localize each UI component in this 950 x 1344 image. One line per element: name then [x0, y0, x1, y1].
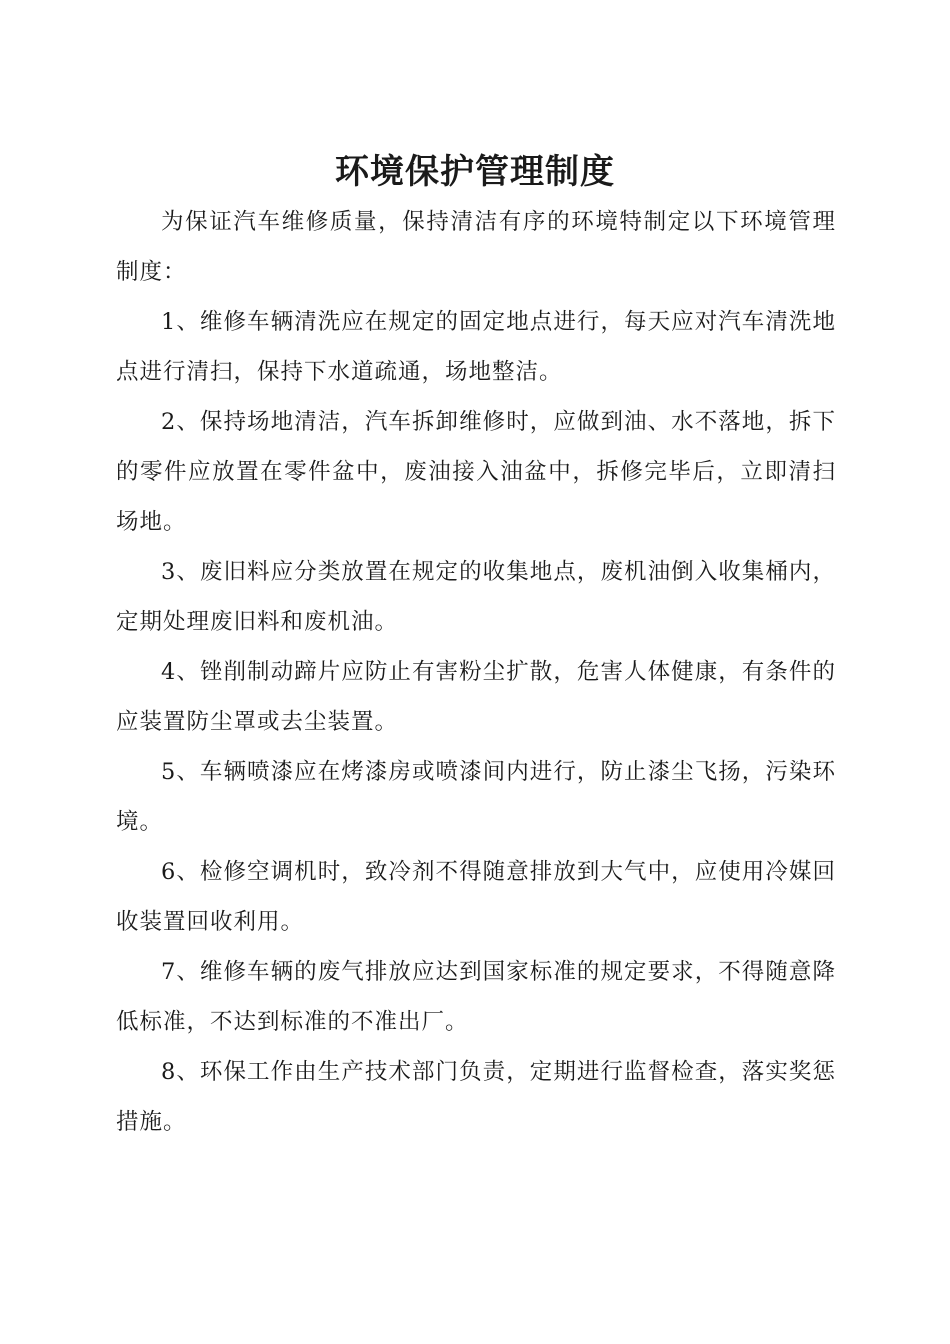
document-title: 环境保护管理制度 — [335, 152, 615, 192]
rule-paragraph-3: 3、废旧料应分类放置在规定的收集地点，废机油倒入收集桶内，定期处理废旧料和废机油。 — [116, 559, 836, 635]
rule-paragraph-8: 8、环保工作由生产技术部门负责，定期进行监督检查，落实奖惩措施。 — [116, 1059, 836, 1135]
rule-paragraph-2: 2、保持场地清洁，汽车拆卸维修时，应做到油、水不落地，拆下的零件应放置在零件盆中，废油接入油盆中，拆修完毕后，立即清扫场地。 — [116, 409, 836, 535]
rule-paragraph-5: 5、车辆喷漆应在烤漆房或喷漆间内进行，防止漆尘飞扬，污染环境。 — [116, 759, 836, 835]
document-body — [116, 197, 836, 1147]
rule-paragraph-7: 7、维修车辆的废气排放应达到国家标准的规定要求，不得随意降低标准，不达到标准的不准出厂。 — [116, 959, 836, 1035]
rule-paragraph-4: 4、锉削制动蹄片应防止有害粉尘扩散，危害人体健康，有条件的应装置防尘罩或去尘装置。 — [116, 659, 836, 735]
rule-paragraph-6: 6、检修空调机时，致冷剂不得随意排放到大气中，应使用冷媒回收装置回收利用。 — [116, 859, 836, 935]
intro-paragraph: 为保证汽车维修质量，保持清洁有序的环境特制定以下环境管理制度： — [116, 209, 836, 285]
rule-paragraph-1: 1、维修车辆清洗应在规定的固定地点进行，每天应对汽车清洗地点进行清扫，保持下水道疏通，场地整洁。 — [116, 309, 836, 385]
